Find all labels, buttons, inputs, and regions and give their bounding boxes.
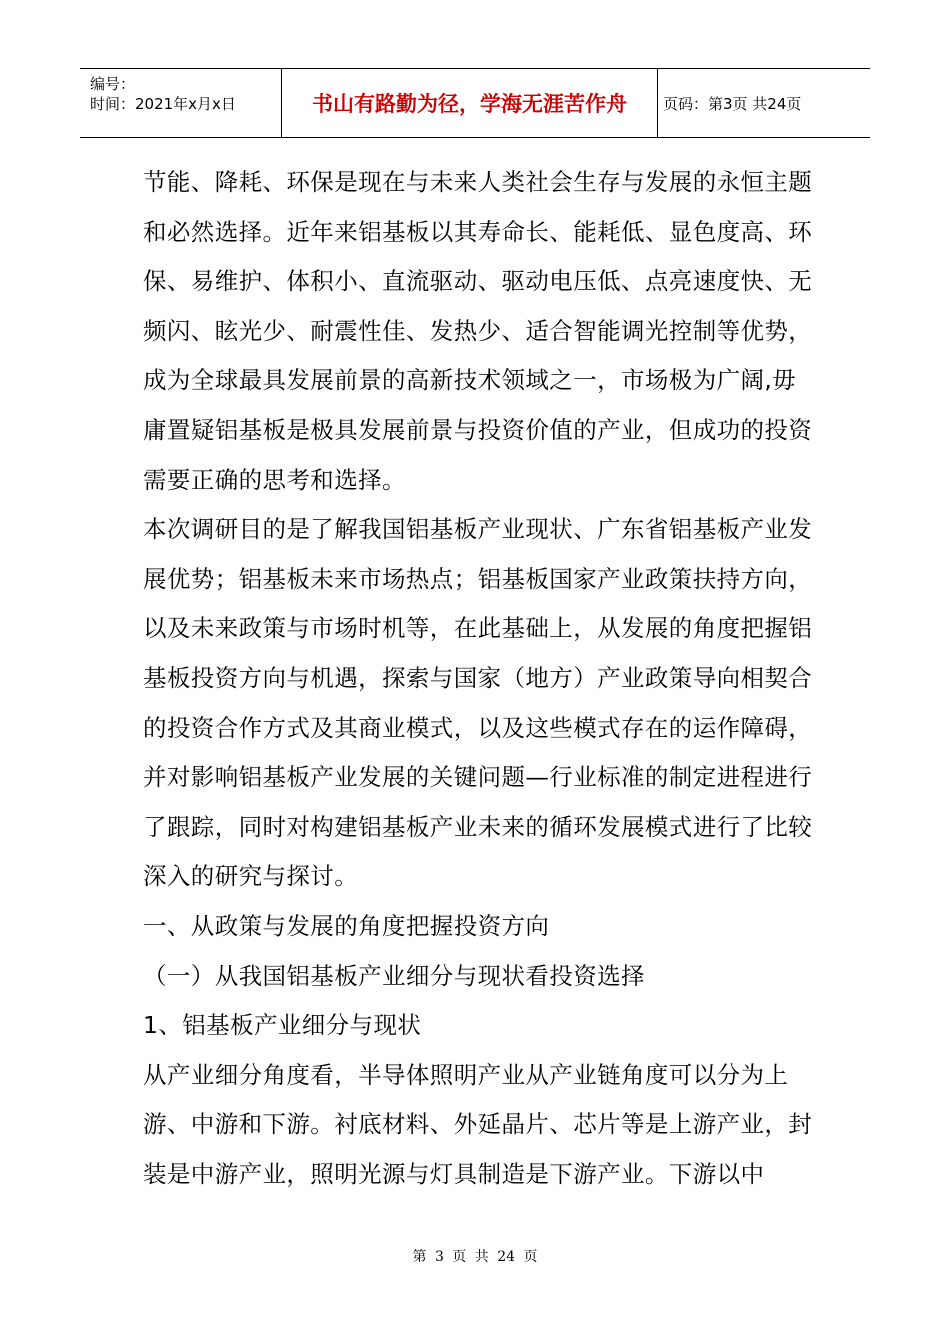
section-heading-1: 一、从政策与发展的角度把握投资方向 [143, 911, 550, 940]
header-page-info: 页码：第3页 共24页 [663, 94, 802, 113]
document-body [143, 158, 815, 1199]
document-time-label: 时间：2021年x月x日 [90, 95, 236, 113]
subsubsection-heading-1: 1、铝基板产业细分与现状 [143, 1011, 422, 1040]
paragraph-purpose: 本次调研目的是了解我国铝基板产业现状、广东省铝基板产业发展优势；铝基板未来市场热点；铝基板国家产业政策扶持方向，以及未来政策与市场时机等，在此基础上，从发展的角度把握铝基板投资方向与机遇，探索与国家（地方）产业政策导向相契合的投资合作方式及其商业模式，以及这些模式存在的运作障碍，并对影响铝基板产业发展的关键问题—行业标准的制定进程进行了跟踪，同时对构建铝基板产业未来的循环发展模式进行了比较深入的研究与探讨。 [143, 515, 813, 891]
subsection-heading-1: （一）从我国铝基板产业细分与现状看投资选择 [143, 961, 645, 990]
page-header [80, 68, 870, 138]
paragraph-industry-segments: 从产业细分角度看，半导体照明产业从产业链角度可以分为上游、中游和下游。衬底材料、外延晶片、芯片等是上游产业，封装是中游产业，照明光源与灯具制造是下游产业。下游以中 [143, 1060, 813, 1188]
document-number-label: 编号： [90, 75, 136, 93]
page-footer: 第 3 页 共 24 页 [412, 1249, 538, 1265]
paragraph-intro: 节能、降耗、环保是现在与未来人类社会生存与发展的永恒主题和必然选择。近年来铝基板以其寿命长、能耗低、显色度高、环保、易维护、体积小、直流驱动、驱动电压低、点亮速度快、无频闪、眩光少、耐震性佳、发热少、适合智能调光控制等优势，成为全球最具发展前景的高新技术领域之一，市场极为广阔,毋庸置疑铝基板是极具发展前景与投资价值的产业，但成功的投资需要正确的思考和选择。 [143, 168, 813, 494]
header-meta [80, 69, 282, 137]
header-motto: 书山有路勤为径，学海无涯苦作舟 [282, 69, 658, 137]
